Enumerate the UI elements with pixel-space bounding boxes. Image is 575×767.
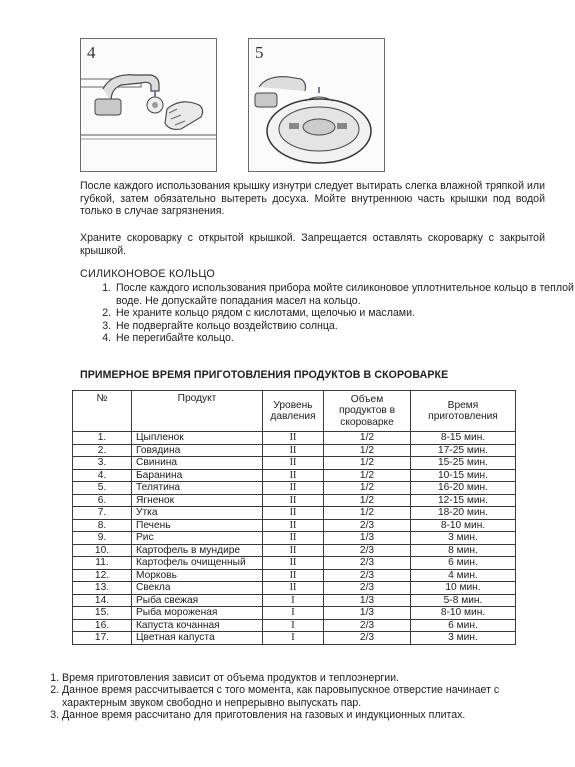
cooking-time: 8-10 мин.	[411, 607, 516, 620]
pressure-level: II	[263, 494, 324, 507]
product-name: Баранина	[132, 469, 263, 482]
figure-4-illustration	[80, 38, 217, 172]
note-item: 2. Данное время рассчитывается с того момента, как паровыпускное отверстие начинает с характерным звуком свободно и непрерывно выпускать пар.	[62, 684, 562, 709]
table-row	[73, 519, 516, 532]
header-pressure: Уровень давления	[263, 391, 324, 432]
cooking-time: 15-25 мин.	[411, 457, 516, 470]
cooking-time: 12-15 мин.	[411, 494, 516, 507]
table-row	[73, 569, 516, 582]
note-item: 1. Время приготовления зависит от объема продуктов и теплоэнергии.	[62, 672, 562, 684]
silicone-ring-list	[80, 282, 575, 345]
volume-fill: 2/3	[324, 544, 411, 557]
figure-number: 4	[87, 43, 96, 62]
product-name: Картофель в мундире	[132, 544, 263, 557]
volume-fill: 1/3	[324, 607, 411, 620]
cooking-time: 16-20 мин.	[411, 482, 516, 495]
volume-fill: 1/2	[324, 432, 411, 445]
pressure-level: I	[263, 594, 324, 607]
row-number: 3.	[73, 457, 132, 470]
cooking-time: 3 мин.	[411, 532, 516, 545]
header-number: №	[73, 391, 132, 432]
cooking-time: 5-8 мин.	[411, 594, 516, 607]
table-row	[73, 607, 516, 620]
lid-washing-drawing	[249, 39, 384, 171]
volume-fill: 1/2	[324, 457, 411, 470]
faucet-washing-drawing	[81, 39, 216, 171]
pressure-level: I	[263, 632, 324, 645]
product-name: Свинина	[132, 457, 263, 470]
pressure-level: II	[263, 432, 324, 445]
product-name: Ягненок	[132, 494, 263, 507]
volume-fill: 2/3	[324, 569, 411, 582]
header-volume: Объем продуктов в скороварке	[324, 391, 411, 432]
pressure-level: II	[263, 582, 324, 595]
product-name: Рыба свежая	[132, 594, 263, 607]
product-name: Рыба мороженая	[132, 607, 263, 620]
row-number: 1.	[73, 432, 132, 445]
table-row	[73, 444, 516, 457]
table-row	[73, 494, 516, 507]
volume-fill: 1/3	[324, 594, 411, 607]
volume-fill: 1/2	[324, 469, 411, 482]
table-row	[73, 582, 516, 595]
cooking-time: 17-25 мин.	[411, 444, 516, 457]
cooking-time: 10-15 мин.	[411, 469, 516, 482]
table-row	[73, 557, 516, 570]
table-row	[73, 594, 516, 607]
cooking-time: 4 мин.	[411, 569, 516, 582]
product-name: Утка	[132, 507, 263, 520]
product-name: Капуста кочанная	[132, 619, 263, 632]
product-name: Цветная капуста	[132, 632, 263, 645]
cooking-time: 6 мин.	[411, 619, 516, 632]
pressure-level: II	[263, 457, 324, 470]
volume-fill: 2/3	[324, 519, 411, 532]
row-number: 17.	[73, 632, 132, 645]
list-item: 3. Не подвергайте кольцо воздействию солнца.	[114, 320, 575, 333]
table-row	[73, 619, 516, 632]
volume-fill: 2/3	[324, 632, 411, 645]
cooking-time: 10 мин.	[411, 582, 516, 595]
figure-number: 5	[255, 43, 264, 62]
pressure-level: I	[263, 607, 324, 620]
pressure-level: II	[263, 557, 324, 570]
header-time: Время приготовления	[411, 391, 516, 432]
product-name: Свекла	[132, 582, 263, 595]
volume-fill: 2/3	[324, 582, 411, 595]
table-row	[73, 544, 516, 557]
volume-fill: 1/2	[324, 507, 411, 520]
cooking-time: 8-10 мин.	[411, 519, 516, 532]
pressure-level: II	[263, 444, 324, 457]
pressure-level: II	[263, 544, 324, 557]
lid-cleaning-paragraph: После каждого использования крышку изнутри следует вытирать слегка влажной тряпкой или губкой, затем обязательно вытереть досуха. Мойте внутреннюю часть крышки под водой только в случае загрязнения.	[80, 180, 545, 218]
row-number: 8.	[73, 519, 132, 532]
volume-fill: 1/3	[324, 532, 411, 545]
table-header-row	[73, 391, 516, 432]
cooking-time: 8 мин.	[411, 544, 516, 557]
row-number: 10.	[73, 544, 132, 557]
product-name: Картофель очищенный	[132, 557, 263, 570]
figure-5-illustration	[248, 38, 385, 172]
table-row	[73, 632, 516, 645]
table-row	[73, 482, 516, 495]
pressure-level: II	[263, 532, 324, 545]
row-number: 5.	[73, 482, 132, 495]
table-row	[73, 432, 516, 445]
cooking-time: 6 мин.	[411, 557, 516, 570]
volume-fill: 1/2	[324, 444, 411, 457]
pressure-level: I	[263, 619, 324, 632]
table-row	[73, 469, 516, 482]
product-name: Цыпленок	[132, 432, 263, 445]
pressure-level: II	[263, 507, 324, 520]
product-name: Рис	[132, 532, 263, 545]
volume-fill: 2/3	[324, 619, 411, 632]
row-number: 2.	[73, 444, 132, 457]
row-number: 7.	[73, 507, 132, 520]
cooking-time: 18-20 мин.	[411, 507, 516, 520]
list-item: 4. Не перегибайте кольцо.	[114, 332, 575, 345]
row-number: 14.	[73, 594, 132, 607]
volume-fill: 1/2	[324, 494, 411, 507]
row-number: 15.	[73, 607, 132, 620]
table-row	[73, 457, 516, 470]
row-number: 6.	[73, 494, 132, 507]
row-number: 11.	[73, 557, 132, 570]
notes-list	[48, 672, 562, 722]
pressure-level: II	[263, 469, 324, 482]
pressure-level: II	[263, 482, 324, 495]
table-row	[73, 507, 516, 520]
list-item: 1. После каждого использования прибора мойте силиконовое уплотнительное кольцо в теплой воде. Не допускайте попадания масел на кольцо.	[114, 282, 575, 307]
product-name: Телятина	[132, 482, 263, 495]
header-product: Продукт	[132, 391, 263, 432]
row-number: 12.	[73, 569, 132, 582]
row-number: 4.	[73, 469, 132, 482]
pressure-level: II	[263, 569, 324, 582]
product-name: Морковь	[132, 569, 263, 582]
row-number: 16.	[73, 619, 132, 632]
list-item: 2. Не храните кольцо рядом с кислотами, щелочью и маслами.	[114, 307, 575, 320]
volume-fill: 1/2	[324, 482, 411, 495]
storage-paragraph: Храните скороварку с открытой крышкой. Запрещается оставлять скороварку с закрытой крышкой.	[80, 232, 545, 257]
product-name: Печень	[132, 519, 263, 532]
product-name: Говядина	[132, 444, 263, 457]
row-number: 13.	[73, 582, 132, 595]
table-row	[73, 532, 516, 545]
note-item: 3. Данное время рассчитано для приготовления на газовых и индукционных плитах.	[62, 709, 562, 721]
table-body	[73, 432, 516, 645]
volume-fill: 2/3	[324, 557, 411, 570]
cooking-time: 8-15 мин.	[411, 432, 516, 445]
pressure-level: II	[263, 519, 324, 532]
row-number: 9.	[73, 532, 132, 545]
cooking-time: 3 мин.	[411, 632, 516, 645]
silicone-ring-heading: СИЛИКОНОВОЕ КОЛЬЦО	[80, 268, 215, 280]
cooking-time-heading: ПРИМЕРНОЕ ВРЕМЯ ПРИГОТОВЛЕНИЯ ПРОДУКТОВ В СКОРОВАРКЕ	[80, 369, 449, 381]
cooking-time-table	[72, 390, 516, 645]
